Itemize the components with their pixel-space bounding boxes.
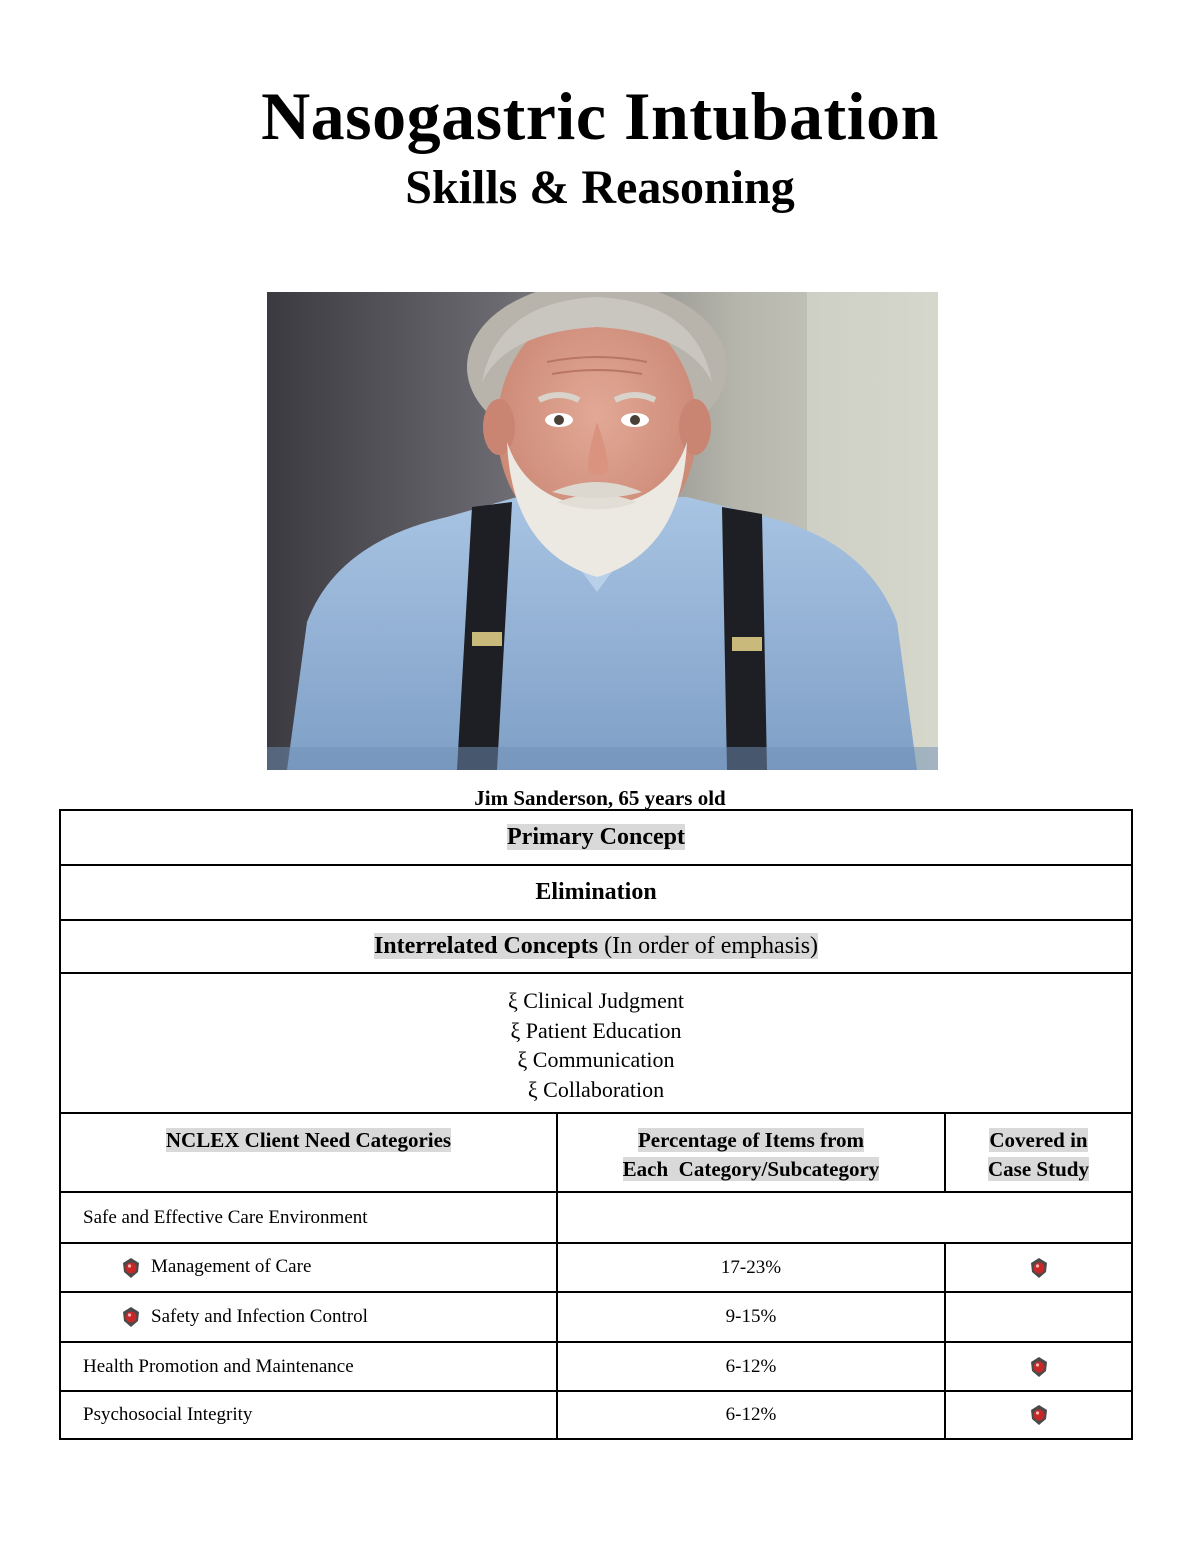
- category-label: Psychosocial Integrity: [60, 1391, 557, 1439]
- patient-caption: Jim Sanderson, 65 years old: [474, 786, 726, 810]
- percentage-value: 6-12%: [557, 1342, 945, 1391]
- interrelated-note: (In order of emphasis): [604, 933, 819, 959]
- covered-cell: [945, 1342, 1132, 1391]
- covered-cell: [945, 1243, 1132, 1292]
- category-label: Health Promotion and Maintenance: [60, 1342, 557, 1391]
- table-row: [60, 1192, 1132, 1243]
- percentage-value: 17-23%: [557, 1243, 945, 1292]
- page-title: Nasogastric Intubation: [261, 78, 939, 154]
- category-label: Management of Care: [60, 1243, 557, 1292]
- covered-cell: [945, 1292, 1132, 1342]
- concept-table: [59, 809, 1133, 1440]
- red-dot-check-icon: [1029, 1404, 1049, 1426]
- primary-concept-header: [60, 810, 1132, 865]
- primary-concept-value: Elimination: [60, 865, 1132, 920]
- category-label: Safe and Effective Care Environment: [60, 1192, 557, 1243]
- column-header-percentage: Percentage of Items from Each Category/Subcategory: [557, 1113, 945, 1192]
- interrelated-concepts-header: [60, 920, 1132, 973]
- list-item: ξ Clinical Judgment: [507, 988, 684, 1013]
- page-subtitle: Skills & Reasoning: [405, 161, 795, 214]
- table-row: [60, 1342, 1132, 1391]
- table-row: [60, 1391, 1132, 1439]
- patient-photo: [267, 292, 938, 770]
- red-dot-check-icon: [1029, 1257, 1049, 1279]
- covered-cell: [945, 1391, 1132, 1439]
- percentage-value: 9-15%: [557, 1292, 945, 1342]
- table-row: [60, 1243, 1132, 1292]
- column-header-covered: Covered in Case Study: [945, 1113, 1132, 1192]
- interrelated-list: [60, 973, 1132, 1113]
- percentage-value: 6-12%: [557, 1391, 945, 1439]
- percentage-value: [557, 1192, 1132, 1243]
- red-dot-check-icon: [1029, 1356, 1049, 1378]
- primary-concept-label: Primary Concept: [507, 824, 685, 850]
- list-item: ξ Collaboration: [527, 1076, 665, 1102]
- interrelated-label: Interrelated Concepts: [373, 933, 599, 959]
- list-item: ξ Communication: [517, 1047, 675, 1072]
- category-label: Safety and Infection Control: [60, 1292, 557, 1342]
- table-row: [60, 1292, 1132, 1342]
- red-dot-check-icon: [121, 1306, 141, 1328]
- list-item: ξ Patient Education: [510, 1017, 682, 1043]
- red-dot-check-icon: [121, 1257, 141, 1279]
- column-header-category: NCLEX Client Need Categories: [60, 1113, 557, 1192]
